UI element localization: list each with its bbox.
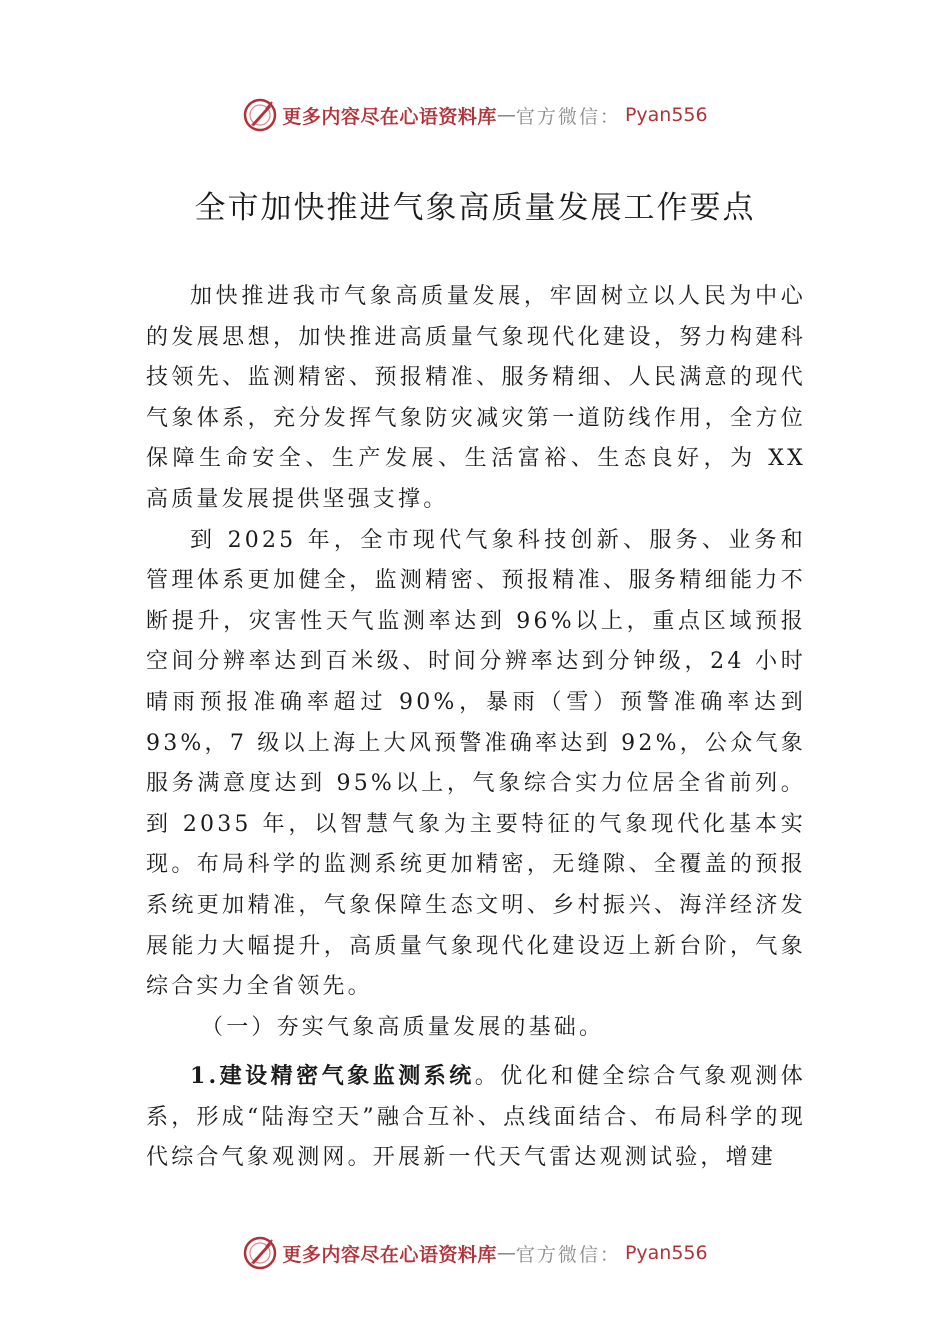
watermark-main-text: 更多内容尽在心语资料库	[282, 105, 497, 128]
item-1-text: 。优化和健全综合气象观测体系，形成“陆海空天”融合互补、点线面结合、布局科学的现代综合气象观测网。开展新一代天气雷达观测试验，增建	[146, 1064, 806, 1171]
watermark-footer	[0, 1233, 950, 1273]
section-heading-1: （一）夯实气象高质量发展的基础。	[201, 1014, 605, 1040]
watermark-wechat-label: 官方微信：	[515, 1243, 621, 1266]
watermark-dash: —	[496, 1242, 516, 1264]
watermark-wechat-label: 官方微信：	[515, 105, 621, 128]
item-1-paragraph	[146, 1056, 806, 1179]
quill-pen-seal-icon	[242, 97, 278, 133]
item-1-lead: 1.建设精密气象监测系统	[190, 1063, 475, 1090]
quill-pen-seal-icon	[242, 1235, 278, 1271]
watermark-main-text: 更多内容尽在心语资料库	[282, 1243, 497, 1266]
document-body	[146, 277, 806, 1179]
document-title: 全市加快推进气象高质量发展工作要点	[194, 190, 756, 226]
watermark-dash: —	[496, 104, 516, 126]
watermark-header	[0, 95, 950, 135]
watermark-wechat-id: Pyan556	[624, 104, 708, 126]
paragraph-intro: 加快推进我市气象高质量发展，牢固树立以人民为中心的发展思想，加快推进高质量气象现代化建设，努力构建科技领先、监测精密、预报精准、服务精细、人民满意的现代气象体系，充分发挥气象防灾减灾第一道防线作用，全方位保障生命安全、生产发展、生活富裕、生态良好，为 XX 高质量发展提供坚强支撑。	[146, 284, 806, 512]
watermark-wechat-id: Pyan556	[624, 1242, 708, 1264]
paragraph-goals: 到 2025 年，全市现代气象科技创新、服务、业务和管理体系更加健全，监测精密、预报精准、服务精细能力不断提升，灾害性天气监测率达到 96%以上，重点区域预报空间分辨率达到百米级、时间分辨率达到分钟级，24 小时晴雨预报准确率超过 90%，暴雨（雪）预警准确率达到 93%，7 级以上海上大风预警准确率达到 92%，公众气象服务满意度达到 95%以上，气象综合实力位居全省前列。到 2035 年，以智慧气象为主要特征的气象现代化基本实现。布局科学的监测系统更加精密，无缝隙、全覆盖的预报系统更加精准，气象保障生态文明、乡村振兴、海洋经济发展能力大幅提升，高质量气象现代化建设迈上新台阶，气象综合实力全省领先。	[146, 527, 806, 1000]
